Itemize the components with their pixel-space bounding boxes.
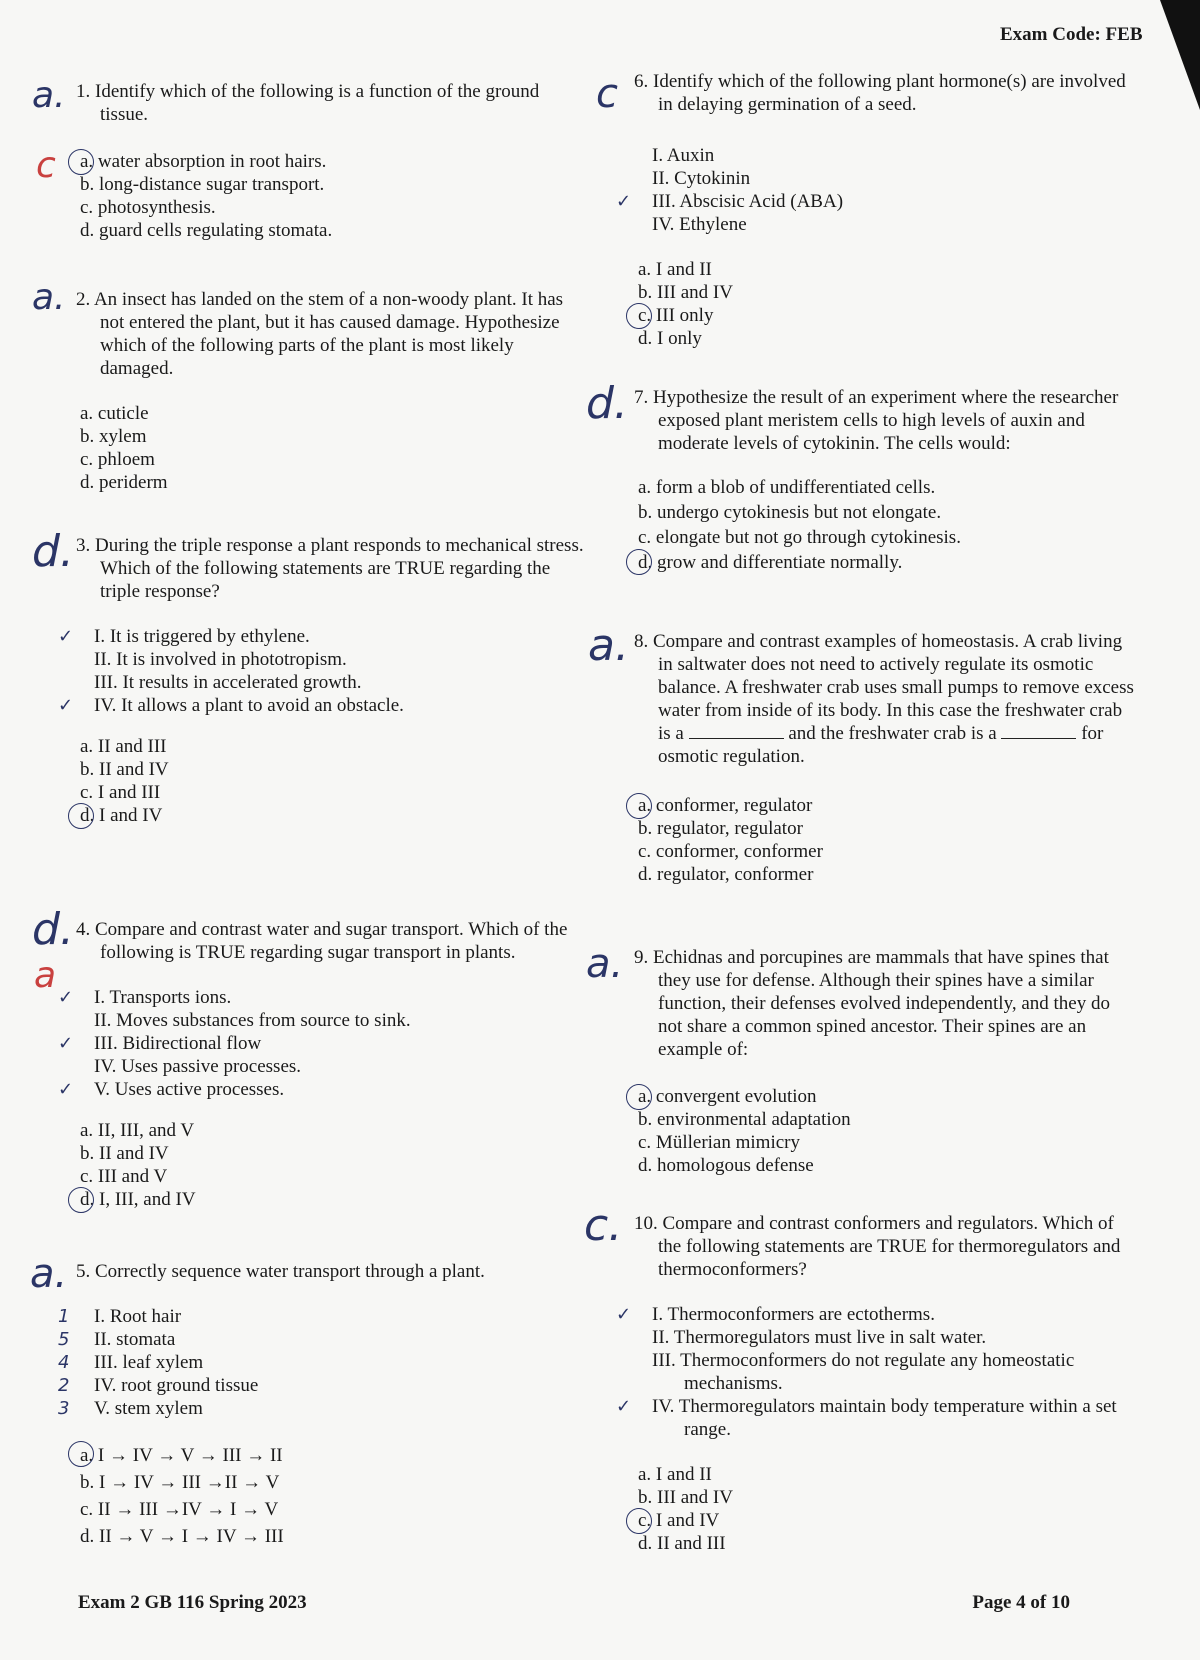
options-list <box>628 475 1138 575</box>
statement: I. Auxin <box>652 145 715 166</box>
option-d[interactable]: d. II and III <box>638 1533 726 1554</box>
handwritten-answer: c. <box>584 1200 623 1251</box>
option-c[interactable]: c. I and III <box>80 782 161 803</box>
option-d[interactable]: d. I, III, and IV <box>70 1188 590 1211</box>
answer-blank[interactable] <box>1001 724 1076 739</box>
statements-list <box>616 144 1138 236</box>
options-list <box>628 1085 1138 1177</box>
question-stem <box>70 918 590 964</box>
statement: ✓ IV. It allows a plant to avoid an obstacle. <box>58 695 404 716</box>
question-number: 9. <box>634 947 649 968</box>
check-mark-icon: ✓ <box>58 626 74 647</box>
option-c[interactable]: c. II → III →IV → I → V <box>80 1499 279 1520</box>
circle-mark <box>626 303 652 329</box>
question-text: Compare and contrast examples of homeostasis. A crab living in saltwater does not need to actively regulate its osmotic balance. A freshwater crab uses small pumps to remove excess water from inside of its body. In this case the freshwater crab is a <box>653 631 1134 744</box>
question-number: 4. <box>76 919 91 940</box>
exam-code: Exam Code: FEB <box>1000 24 1143 45</box>
options-list <box>70 1442 590 1550</box>
question-3 <box>32 526 590 827</box>
statement: ✓ I. It is triggered by ethylene. <box>58 626 310 647</box>
statement: ✓ V. Uses active processes. <box>58 1079 285 1100</box>
option-b[interactable]: b. III and IV <box>638 1487 733 1508</box>
question-9 <box>586 941 1138 1177</box>
check-mark-icon: ✓ <box>616 191 632 212</box>
question-6 <box>596 70 1138 350</box>
check-mark-icon: ✓ <box>58 695 74 716</box>
option-d[interactable]: d. II → V → I → IV → III <box>80 1526 284 1547</box>
check-mark-icon: ✓ <box>58 987 74 1008</box>
footer-page-number: Page 4 of 10 <box>972 1592 1070 1613</box>
option-b[interactable]: b. long-distance sugar transport. <box>80 174 325 195</box>
footer-course: Exam 2 GB 116 Spring 2023 <box>78 1592 307 1613</box>
option-b[interactable]: b. I → IV → III →II → V <box>80 1472 280 1493</box>
question-number: 1. <box>76 81 91 102</box>
question-number: 6. <box>634 71 649 92</box>
circle-mark <box>626 1084 652 1110</box>
question-number: 8. <box>634 631 649 652</box>
question-number: 10. <box>634 1213 658 1234</box>
question-8 <box>588 620 1138 886</box>
handwritten-answer: a. <box>30 1251 68 1297</box>
step: 5 II. stomata <box>58 1329 176 1350</box>
circle-mark <box>68 1441 94 1467</box>
option-b[interactable]: b. III and IV <box>638 282 733 303</box>
question-text: and the freshwater crab is a <box>788 723 997 744</box>
step: 1 I. Root hair <box>58 1306 182 1327</box>
statement: II. It is involved in phototropism. <box>94 649 347 670</box>
step: 4 III. leaf xylem <box>58 1352 204 1373</box>
question-stem <box>628 70 1138 116</box>
handwritten-answer: a. <box>586 941 624 987</box>
option-d[interactable]: d. grow and differentiate normally. <box>628 550 1138 575</box>
option-a[interactable]: a. I → IV → V → III → II <box>70 1442 590 1469</box>
option-b[interactable]: b. regulator, regulator <box>638 818 803 839</box>
statements-list <box>616 1303 1138 1441</box>
option-c[interactable]: c. Müllerian mimicry <box>638 1132 800 1153</box>
question-text: Echidnas and porcupines are mammals that have spines that they use for defense. Although their spines have a similar function, their defenses evolved independently, and they do not share a common spined ancestor. Their spines are an example of: <box>653 947 1110 1060</box>
options-list <box>70 735 590 827</box>
option-c[interactable]: c. photosynthesis. <box>80 197 216 218</box>
question-text: Compare and contrast conformers and regulators. Which of the following statements are TRUE for thermoregulators and thermoconformers? <box>658 1213 1121 1280</box>
question-7 <box>586 378 1138 575</box>
question-stem <box>628 630 1138 768</box>
question-text: Identify which of the following is a function of the ground tissue. <box>95 81 540 125</box>
statement: III. Thermoconformers do not regulate any homeostatic mechanisms. <box>652 1350 1075 1394</box>
option-a[interactable]: a. I and II <box>638 1464 712 1485</box>
question-stem <box>628 946 1138 1061</box>
question-number: 3. <box>76 535 91 556</box>
question-number: 2. <box>76 289 91 310</box>
options-list <box>628 794 1138 886</box>
question-5 <box>30 1251 590 1550</box>
option-b[interactable]: b. undergo cytokinesis but not elongate. <box>638 502 942 523</box>
statements-list <box>58 986 590 1101</box>
statement: ✓ I. Thermoconformers are ectotherms. <box>616 1304 935 1325</box>
circle-mark <box>68 1187 94 1213</box>
question-number: 7. <box>634 387 649 408</box>
option-a[interactable]: a. conformer, regulator <box>628 794 1138 817</box>
option-a[interactable]: a. I and II <box>638 259 712 280</box>
option-a[interactable]: a. II, III, and V <box>80 1120 195 1141</box>
option-c[interactable]: c. I and IV <box>628 1509 1138 1532</box>
option-d[interactable]: d. periderm <box>80 472 168 493</box>
question-text: Correctly sequence water transport through a plant. <box>95 1261 485 1282</box>
option-a[interactable]: a. convergent evolution <box>628 1085 1138 1108</box>
option-d[interactable]: d. homologous defense <box>638 1155 814 1176</box>
handwritten-order: 5 <box>58 1329 70 1350</box>
question-text: for osmotic regulation. <box>658 723 1104 767</box>
option-c[interactable]: c. III only <box>628 304 1138 327</box>
question-text: Identify which of the following plant hormone(s) are involved in delaying germination of a seed. <box>653 71 1126 115</box>
handwritten-order: 2 <box>58 1375 70 1396</box>
option-c[interactable]: c. III and V <box>80 1166 168 1187</box>
question-text: Hypothesize the result of an experiment where the researcher exposed plant meristem cells to high levels of auxin and moderate levels of cytokinin. The cells would: <box>653 387 1119 454</box>
option-c[interactable]: c. conformer, conformer <box>638 841 823 862</box>
question-stem <box>70 288 590 380</box>
check-mark-icon: ✓ <box>58 1033 74 1054</box>
question-1 <box>32 75 590 242</box>
options-list <box>70 150 590 242</box>
handwritten-answer: a. <box>32 277 66 318</box>
handwritten-answer: a. <box>588 620 629 671</box>
circle-mark <box>626 1508 652 1534</box>
option-d[interactable]: d. I and IV <box>70 804 590 827</box>
statement: II. Cytokinin <box>652 168 751 189</box>
circle-mark <box>68 803 94 829</box>
question-stem <box>70 1260 590 1283</box>
question-4 <box>32 904 590 1211</box>
option-c[interactable]: c. elongate but not go through cytokinesis. <box>638 527 961 548</box>
handwritten-correction: a <box>34 955 57 996</box>
question-stem <box>628 1212 1138 1281</box>
question-text: An insect has landed on the stem of a non-woody plant. It has not entered the plant, but it has caused damage. Hypothesize which of the following parts of the plant is most likely damaged. <box>93 289 564 379</box>
options-list <box>70 402 590 494</box>
answer-blank[interactable] <box>689 724 784 739</box>
statement: ✓ III. Abscisic Acid (ABA) <box>616 191 844 212</box>
option-a[interactable]: a. form a blob of undifferentiated cells. <box>638 477 936 498</box>
statement: III. It results in accelerated growth. <box>94 672 362 693</box>
statement: IV. Ethylene <box>652 214 747 235</box>
check-mark-icon: ✓ <box>616 1304 632 1325</box>
option-a[interactable]: a. II and III <box>80 736 167 757</box>
handwritten-order: 4 <box>58 1352 70 1373</box>
statement: ✓ III. Bidirectional flow <box>58 1033 262 1054</box>
steps-list <box>58 1305 590 1420</box>
statements-list <box>58 625 590 717</box>
statement: II. Moves substances from source to sink. <box>94 1010 411 1031</box>
question-stem <box>70 534 590 603</box>
question-text: During the triple response a plant responds to mechanical stress. Which of the following statements are TRUE regarding the triple response? <box>95 535 584 602</box>
handwritten-answer: a. <box>32 75 66 116</box>
circle-mark <box>626 793 652 819</box>
question-text: Compare and contrast water and sugar transport. Which of the following is TRUE regarding sugar transport in plants. <box>95 919 568 963</box>
question-stem <box>628 386 1138 455</box>
step: 3 V. stem xylem <box>58 1398 203 1419</box>
options-list <box>70 1119 590 1211</box>
statement: IV. Uses passive processes. <box>94 1056 302 1077</box>
option-b[interactable]: b. II and IV <box>80 1143 169 1164</box>
scan-shadow <box>1160 0 1200 110</box>
handwritten-order: 1 <box>58 1306 70 1327</box>
question-2 <box>32 277 590 494</box>
option-d[interactable]: d. regulator, conformer <box>638 864 814 885</box>
question-number: 5. <box>76 1261 91 1282</box>
circle-mark <box>68 149 94 175</box>
circle-mark <box>626 549 652 575</box>
statement: ✓ IV. Thermoregulators maintain body temperature within a set range. <box>616 1396 1117 1440</box>
check-mark-icon: ✓ <box>58 1079 74 1100</box>
option-a[interactable]: a. water absorption in root hairs. <box>70 150 590 173</box>
option-d[interactable]: d. guard cells regulating stomata. <box>80 220 333 241</box>
statement: ✓ I. Transports ions. <box>58 987 232 1008</box>
handwritten-answer: d. <box>586 378 628 429</box>
question-stem <box>70 80 590 126</box>
handwritten-correction: c <box>36 145 56 186</box>
handwritten-order: 3 <box>58 1398 70 1419</box>
statement: II. Thermoregulators must live in salt water. <box>652 1327 987 1348</box>
question-10 <box>584 1200 1138 1555</box>
option-a[interactable]: a. cuticle <box>80 403 149 424</box>
options-list <box>628 258 1138 350</box>
options-list <box>628 1463 1138 1555</box>
option-c[interactable]: c. phloem <box>80 449 155 470</box>
handwritten-answer: c <box>596 71 618 117</box>
option-b[interactable]: b. xylem <box>80 426 147 447</box>
handwritten-answer: d. <box>32 526 74 577</box>
step: 2 IV. root ground tissue <box>58 1375 259 1396</box>
option-b[interactable]: b. II and IV <box>80 759 169 780</box>
option-d[interactable]: d. I only <box>638 328 702 349</box>
handwritten-answer: d. <box>32 904 74 955</box>
option-b[interactable]: b. environmental adaptation <box>638 1109 851 1130</box>
